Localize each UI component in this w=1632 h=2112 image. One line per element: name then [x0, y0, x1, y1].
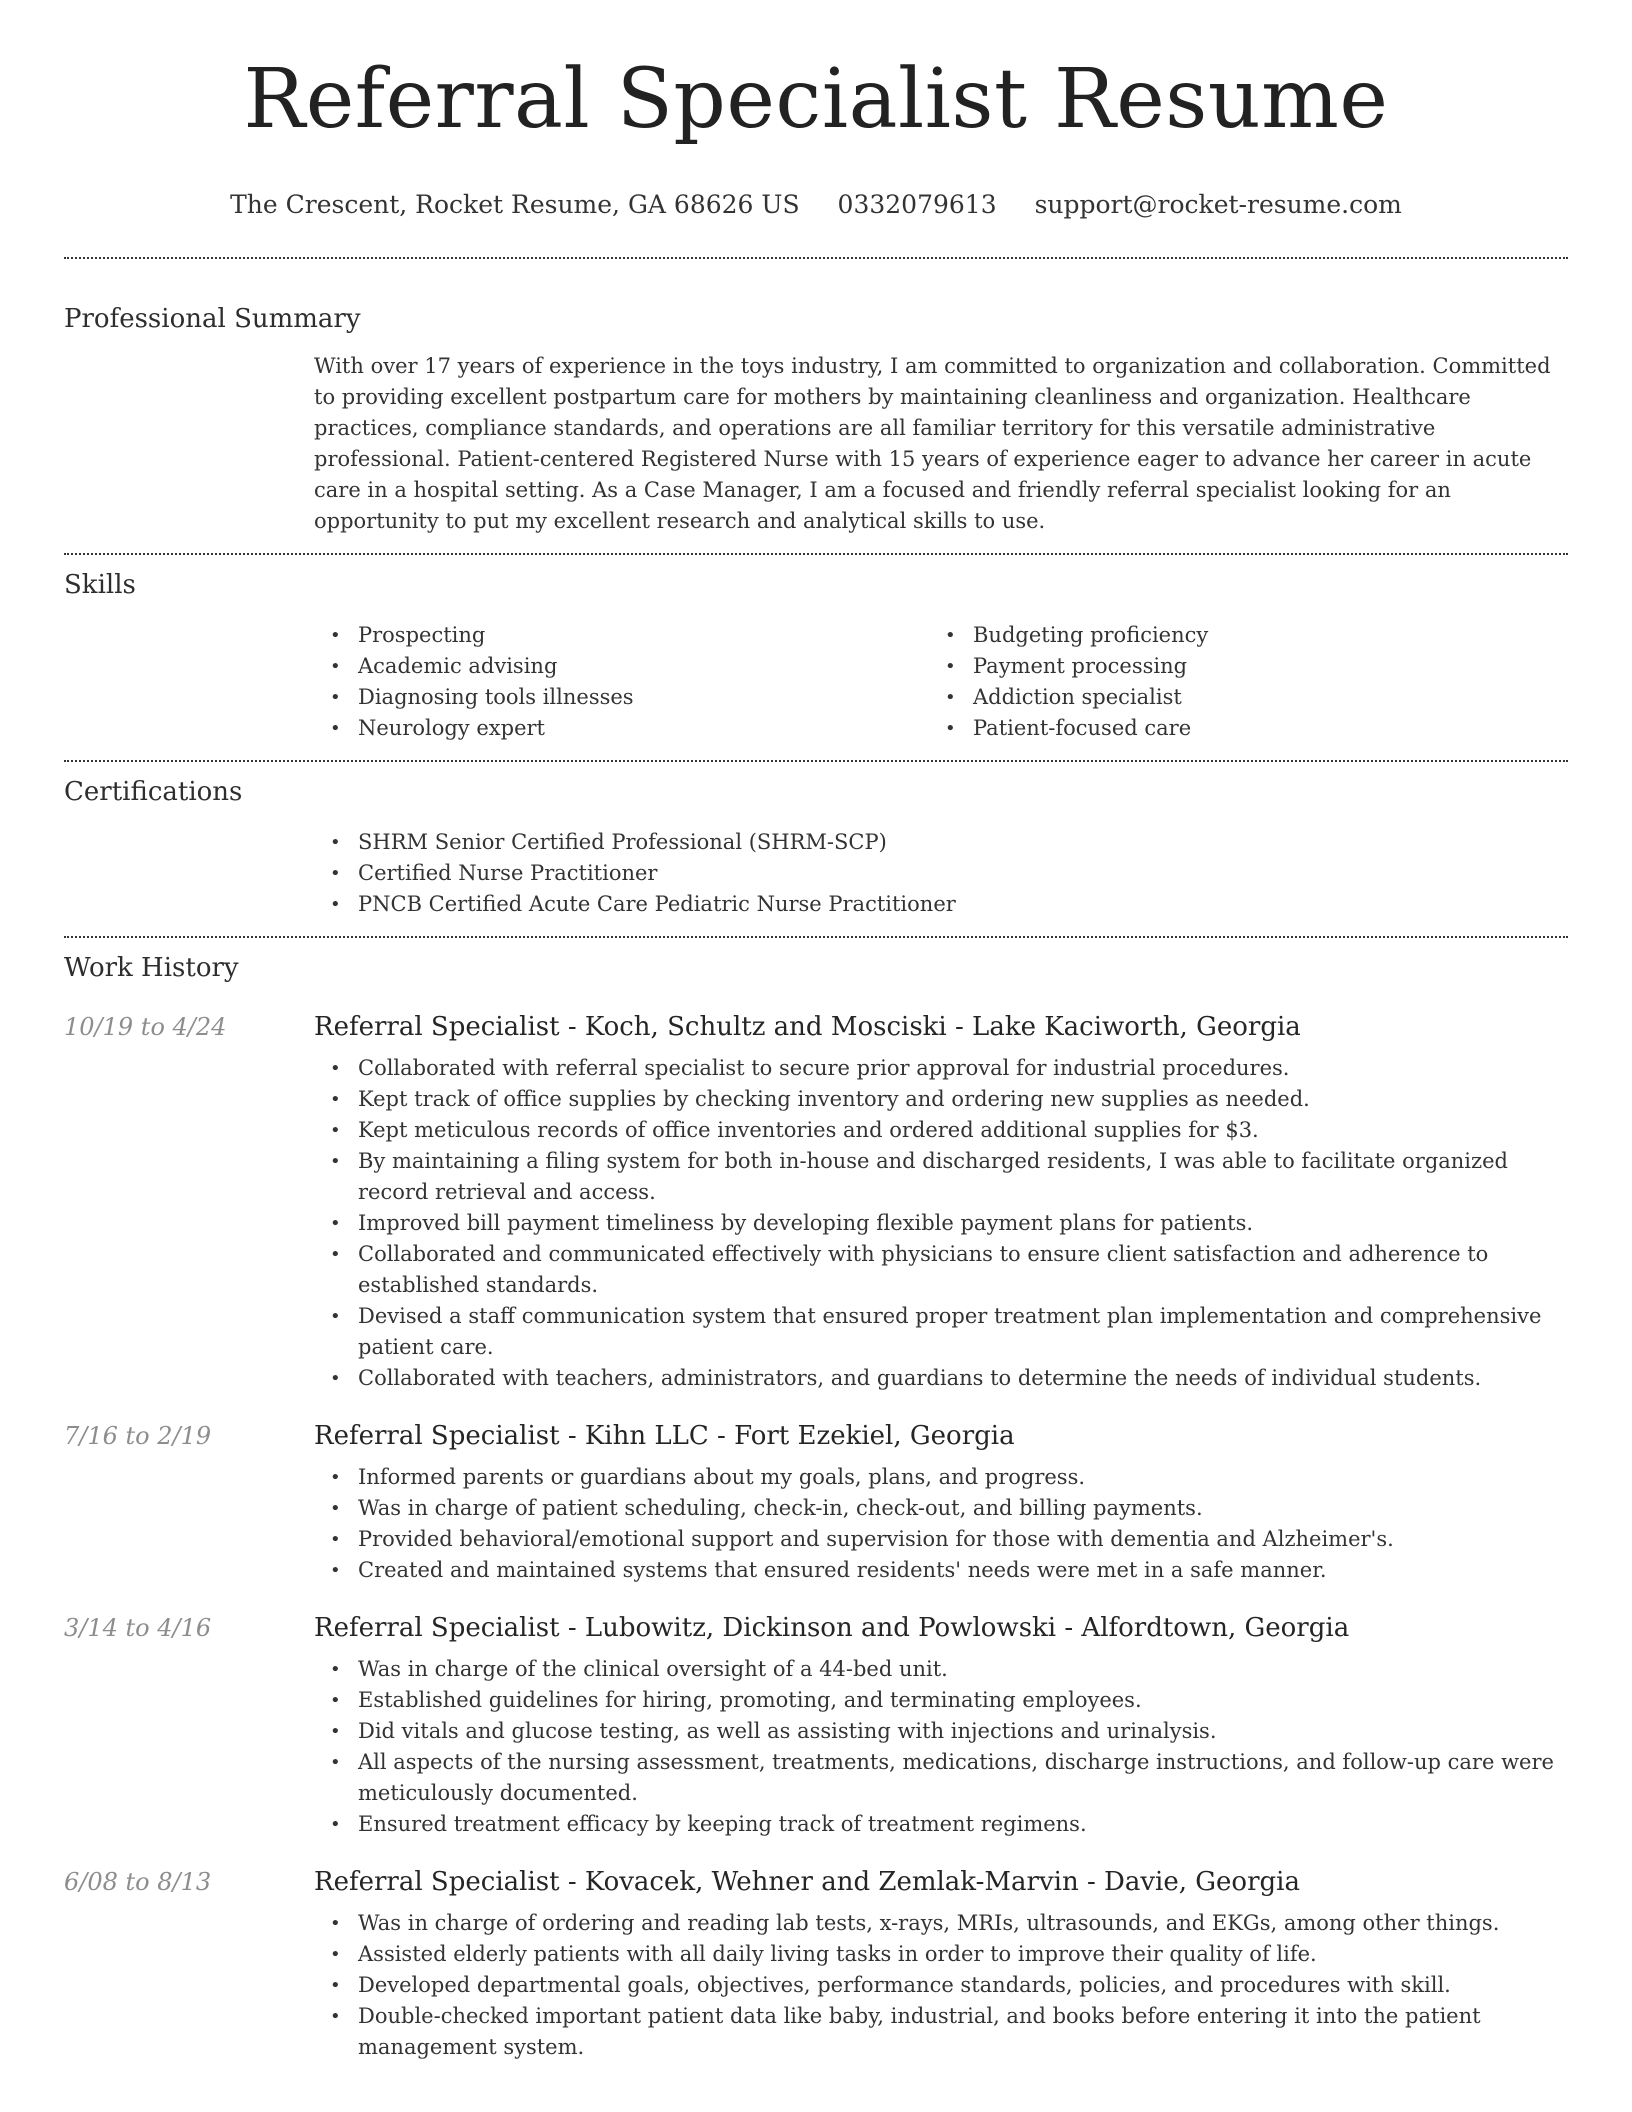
skills-heading: Skills — [64, 570, 136, 600]
list-item: • Informed parents or guardians about my goals, plans, and progress. — [358, 1462, 1568, 1493]
job-details — [314, 1606, 1568, 1840]
list-item: • Assisted elderly patients with all daily living tasks in order to improve their quality of life. — [358, 1939, 1568, 1970]
summary-section — [64, 299, 1568, 537]
job-title: Referral Specialist - Lubowitz, Dickinson and Powlowski - Alfordtown, Georgia — [314, 1613, 1350, 1643]
list-item: • Collaborated with teachers, administrators, and guardians to determine the needs of individual students. — [358, 1363, 1568, 1394]
job-entry — [64, 1005, 1568, 1394]
resume-title: Referral Specialist Resume — [243, 52, 1389, 147]
contact-line — [64, 188, 1568, 222]
list-item: • Kept meticulous records of office inventories and ordered additional supplies for $3. — [358, 1115, 1568, 1146]
divider-summary — [64, 553, 1568, 555]
skills-section — [64, 565, 1568, 744]
list-item: • Was in charge of the clinical oversight of a 44-bed unit. — [358, 1654, 1568, 1685]
summary-heading: Professional Summary — [64, 304, 361, 334]
skills-list — [314, 620, 1568, 744]
skills-left-list — [314, 620, 929, 744]
job-dates: 7/16 to 2/19 — [64, 1422, 212, 1450]
list-item: • Kept track of office supplies by checking inventory and ordering new supplies as needed. — [358, 1084, 1568, 1115]
divider-header — [64, 257, 1568, 259]
job-details — [314, 1414, 1568, 1586]
list-item: • Devised a staff communication system that ensured proper treatment plan implementation and comprehensive patient care. — [358, 1301, 1568, 1363]
list-item: • Addiction specialist — [973, 682, 1544, 713]
job-dates: 10/19 to 4/24 — [64, 1013, 227, 1041]
list-item: • Diagnosing tools illnesses — [358, 682, 929, 713]
job-bullets — [314, 1053, 1568, 1394]
list-item: • Developed departmental goals, objectives, performance standards, policies, and procedures with skill. — [358, 1970, 1568, 2001]
list-item: • Prospecting — [358, 620, 929, 651]
summary-text: With over 17 years of experience in the toys industry, I am committed to organization and collaboration. Committed to providing excellent postpartum care for mothers by maintaining cleanliness and organization. Healthcare practices, compliance standards, and operations are all familiar territory for this versatile administrative professional. Patient-centered Registered Nurse with 15 years of experience eager to advance her career in acute care in a hospital setting. As a Case Manager, I am a focused and friendly referral specialist looking for an opportunity to put my excellent research and analytical skills to use. — [314, 354, 1551, 533]
list-item: • Improved bill payment timeliness by developing flexible payment plans for patients. — [358, 1208, 1568, 1239]
job-dates: 3/14 to 4/16 — [64, 1614, 212, 1642]
certifications-body — [314, 827, 1568, 920]
list-item: • Certified Nurse Practitioner — [358, 858, 1568, 889]
contact-email: support@rocket-resume.com — [1034, 190, 1402, 219]
list-item: • Budgeting proficiency — [973, 620, 1544, 651]
list-item: • Payment processing — [973, 651, 1544, 682]
list-item: • Collaborated and communicated effectively with physicians to ensure client satisfaction and adherence to established standards. — [358, 1239, 1568, 1301]
work-jobs — [64, 1005, 1568, 2063]
divider-skills — [64, 760, 1568, 762]
job-dates: 6/08 to 8/13 — [64, 1868, 212, 1896]
list-item: • Did vitals and glucose testing, as well as assisting with injections and urinalysis. — [358, 1716, 1568, 1747]
job-title: Referral Specialist - Kovacek, Wehner and Zemlak-Marvin - Davie, Georgia — [314, 1867, 1300, 1897]
job-entry — [64, 1860, 1568, 2063]
summary-body — [314, 351, 1568, 537]
list-item: • Collaborated with referral specialist to secure prior approval for industrial procedures. — [358, 1053, 1568, 1084]
job-title: Referral Specialist - Kihn LLC - Fort Ezekiel, Georgia — [314, 1421, 1015, 1451]
contact-phone: 0332079613 — [837, 190, 997, 219]
job-title: Referral Specialist - Koch, Schultz and Mosciski - Lake Kaciworth, Georgia — [314, 1012, 1301, 1042]
job-details — [314, 1005, 1568, 1394]
list-item: • Patient-focused care — [973, 713, 1544, 744]
job-bullets — [314, 1462, 1568, 1586]
work-heading: Work History — [64, 953, 239, 983]
list-item: • Established guidelines for hiring, promoting, and terminating employees. — [358, 1685, 1568, 1716]
skills-right-list — [929, 620, 1544, 744]
job-entry — [64, 1606, 1568, 1840]
list-item: • Was in charge of ordering and reading lab tests, x-rays, MRIs, ultrasounds, and EKGs, among other things. — [358, 1908, 1568, 1939]
skills-column-left — [314, 620, 929, 744]
list-item: • By maintaining a filing system for both in-house and discharged residents, I was able to facilitate organized record retrieval and access. — [358, 1146, 1568, 1208]
certifications-section — [64, 772, 1568, 920]
list-item: • Neurology expert — [358, 713, 929, 744]
list-item: • SHRM Senior Certified Professional (SHRM-SCP) — [358, 827, 1568, 858]
list-item: • Ensured treatment efficacy by keeping track of treatment regimens. — [358, 1809, 1568, 1840]
list-item: • Academic advising — [358, 651, 929, 682]
contact-address: The Crescent, Rocket Resume, GA 68626 US — [230, 190, 800, 219]
job-bullets — [314, 1908, 1568, 2063]
work-section — [64, 948, 1568, 2063]
job-entry — [64, 1414, 1568, 1586]
certifications-list — [314, 827, 1568, 920]
skills-column-right — [929, 620, 1544, 744]
job-bullets — [314, 1654, 1568, 1840]
resume-page — [64, 0, 1568, 2063]
list-item: • Was in charge of patient scheduling, check-in, check-out, and billing payments. — [358, 1493, 1568, 1524]
divider-certifications — [64, 936, 1568, 938]
list-item: • All aspects of the nursing assessment, treatments, medications, discharge instructions, and follow-up care were meticulously documented. — [358, 1747, 1568, 1809]
list-item: • Double-checked important patient data like baby, industrial, and books before entering it into the patient management system. — [358, 2001, 1568, 2063]
list-item: • Provided behavioral/emotional support and supervision for those with dementia and Alzheimer's. — [358, 1524, 1568, 1555]
certifications-heading: Certifications — [64, 777, 243, 807]
list-item: • Created and maintained systems that ensured residents' needs were met in a safe manner. — [358, 1555, 1568, 1586]
list-item: • PNCB Certified Acute Care Pediatric Nurse Practitioner — [358, 889, 1568, 920]
job-details — [314, 1860, 1568, 2063]
